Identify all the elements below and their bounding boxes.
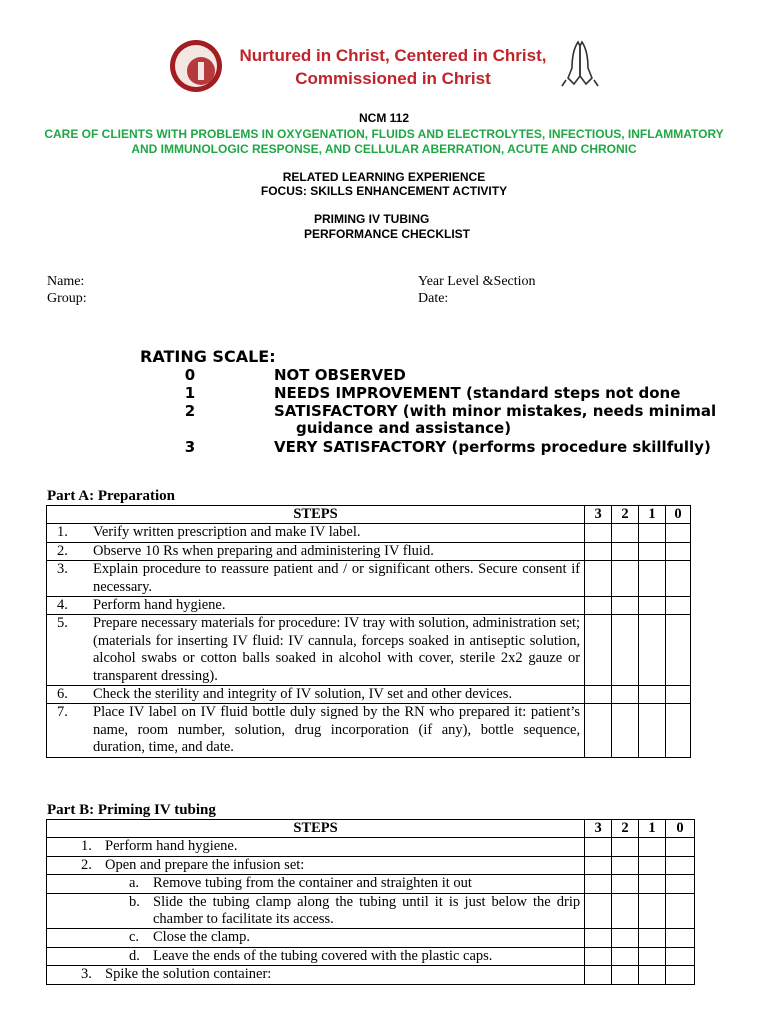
score-cell[interactable]: [612, 704, 639, 757]
score-cell[interactable]: [665, 597, 690, 615]
step-text: Leave the ends of the tubing covered with the plastic caps.: [153, 947, 493, 964]
motto-line-2: Commissioned in Christ: [295, 69, 491, 88]
score-cell[interactable]: [612, 597, 639, 615]
course-title-line-2: AND IMMUNOLOGIC RESPONSE, AND CELLULAR ABERRATION, ACUTE AND CHRONIC: [131, 142, 637, 156]
group-field-label: Group:: [47, 291, 87, 306]
score-cell[interactable]: [612, 856, 639, 874]
step-text: Explain procedure to reassure patient and / or significant others. Secure consent if necessary.: [93, 561, 581, 595]
name-field-label: Name:: [47, 274, 85, 289]
table-header-row: [47, 820, 695, 838]
score-3-column-header: 3: [585, 506, 612, 524]
date-field-label: Date:: [418, 291, 449, 306]
step-text: Slide the tubing clamp along the tubing until it is just below the drip chamber to facilitate its access.: [153, 893, 581, 928]
score-2-column-header: 2: [612, 820, 639, 838]
score-cell[interactable]: [666, 966, 695, 984]
step-number: d.: [129, 947, 140, 964]
score-cell[interactable]: [585, 875, 612, 893]
rle-heading: RELATED LEARNING EXPERIENCE: [282, 170, 486, 184]
score-cell[interactable]: [665, 561, 690, 597]
rating-score: 2: [184, 402, 196, 420]
score-cell[interactable]: [666, 947, 695, 965]
table-row: [47, 704, 691, 757]
score-cell[interactable]: [666, 929, 695, 947]
score-cell[interactable]: [612, 875, 639, 893]
table-row: [47, 856, 695, 874]
table-row: [47, 561, 691, 597]
score-cell[interactable]: [639, 856, 666, 874]
step-number: 2.: [57, 542, 68, 559]
rating-desc: NOT OBSERVED: [274, 366, 406, 384]
score-cell[interactable]: [639, 542, 666, 560]
step-number: 1.: [81, 838, 92, 855]
motto-line-1: Nurtured in Christ, Centered in Christ,: [239, 46, 547, 65]
step-text: Prepare necessary materials for procedure: IV tray with solution, administration set; (materials for inserting IV fluid: IV cannula, forceps soaked in antiseptic solution, alcohol swabs or cotton balls soaked in alcohol with cover, sterile 2x2 gauze or transparent dressing).: [93, 615, 581, 684]
step-number: 5.: [57, 615, 68, 632]
score-cell[interactable]: [639, 893, 666, 929]
score-cell[interactable]: [612, 893, 639, 929]
step-number: 3.: [81, 966, 92, 983]
score-cell[interactable]: [666, 893, 695, 929]
score-cell[interactable]: [666, 856, 695, 874]
table-row: [47, 615, 691, 686]
score-cell[interactable]: [585, 615, 612, 686]
score-cell[interactable]: [612, 966, 639, 984]
score-cell[interactable]: [585, 856, 612, 874]
table-row: [47, 929, 695, 947]
table-header-row: [47, 506, 691, 524]
score-3-column-header: 3: [585, 820, 612, 838]
score-cell[interactable]: [585, 542, 612, 560]
step-text: Observe 10 Rs when preparing and administering IV fluid.: [93, 542, 434, 559]
score-cell[interactable]: [665, 524, 690, 542]
score-0-column-header: 0: [665, 506, 690, 524]
score-cell[interactable]: [585, 966, 612, 984]
score-cell[interactable]: [639, 838, 666, 856]
score-1-column-header: 1: [639, 820, 666, 838]
checklist-heading: PERFORMANCE CHECKLIST: [304, 227, 471, 241]
step-number: b.: [129, 893, 140, 910]
score-cell[interactable]: [585, 929, 612, 947]
score-cell[interactable]: [665, 686, 690, 704]
school-motto: [228, 44, 558, 90]
step-number: 6.: [57, 686, 68, 703]
steps-column-header: STEPS: [47, 820, 585, 838]
step-number: 3.: [57, 561, 68, 578]
score-cell[interactable]: [639, 524, 666, 542]
step-text: Check the sterility and integrity of IV solution, IV set and other devices.: [93, 686, 513, 703]
table-row: [47, 947, 695, 965]
score-cell[interactable]: [612, 524, 639, 542]
score-cell[interactable]: [585, 893, 612, 929]
course-title-line-1: CARE OF CLIENTS WITH PROBLEMS IN OXYGENATION, FLUIDS AND ELECTROLYTES, INFECTIOUS, INFLAMMATORY: [44, 127, 724, 141]
table-row: [47, 893, 695, 929]
step-number: 1.: [57, 524, 68, 541]
rating-desc: SATISFACTORY (with minor mistakes, needs minimal: [274, 402, 717, 420]
score-cell[interactable]: [612, 686, 639, 704]
score-cell[interactable]: [612, 561, 639, 597]
score-cell[interactable]: [666, 875, 695, 893]
score-cell[interactable]: [612, 838, 639, 856]
step-text: Spike the solution container:: [105, 966, 272, 983]
score-cell[interactable]: [585, 704, 612, 757]
score-cell[interactable]: [665, 704, 690, 757]
step-number: 7.: [57, 704, 68, 721]
step-number: 2.: [81, 856, 92, 873]
table-row: [47, 838, 695, 856]
score-cell[interactable]: [585, 838, 612, 856]
score-cell[interactable]: [639, 686, 666, 704]
score-cell[interactable]: [585, 524, 612, 542]
rating-desc: VERY SATISFACTORY (performs procedure skillfully): [274, 438, 711, 456]
year-level-field-label: Year Level &Section: [418, 274, 536, 289]
table-row: [47, 966, 695, 984]
step-text: Close the clamp.: [153, 929, 251, 946]
step-text: Perform hand hygiene.: [93, 597, 226, 614]
score-cell[interactable]: [585, 597, 612, 615]
score-0-column-header: 0: [666, 820, 695, 838]
step-text: Verify written prescription and make IV label.: [93, 524, 361, 541]
part-a-title: Part A: Preparation: [47, 488, 176, 504]
table-row: [47, 686, 691, 704]
rating-desc: NEEDS IMPROVEMENT (standard steps not done: [274, 384, 681, 402]
score-cell[interactable]: [612, 542, 639, 560]
steps-column-header: STEPS: [47, 506, 585, 524]
praying-hands-icon: [560, 38, 600, 88]
step-number: a.: [129, 875, 140, 892]
step-text: Place IV label on IV fluid bottle duly signed by the RN who prepared it: patient’s name, room number, solution, drug incorporation (if any), bottle sequence, duration, time, and date.: [93, 704, 581, 756]
step-number: 4.: [57, 597, 68, 614]
step-text: Remove tubing from the container and straighten it out: [153, 875, 472, 892]
score-cell[interactable]: [639, 966, 666, 984]
step-text: Open and prepare the infusion set:: [105, 856, 305, 873]
rating-score: 1: [184, 384, 196, 402]
score-cell[interactable]: [612, 947, 639, 965]
activity-heading: PRIMING IV TUBING: [314, 212, 430, 226]
score-cell[interactable]: [612, 929, 639, 947]
course-code: NCM 112: [358, 111, 410, 125]
score-cell[interactable]: [666, 838, 695, 856]
score-cell[interactable]: [585, 561, 612, 597]
score-cell[interactable]: [612, 615, 639, 686]
table-row: [47, 597, 691, 615]
table-row: [47, 875, 695, 893]
score-cell[interactable]: [639, 561, 666, 597]
rating-score: 3: [184, 438, 196, 456]
part-b-title: Part B: Priming IV tubing: [47, 802, 216, 818]
table-row: [47, 542, 691, 560]
school-seal-logo: [170, 40, 222, 92]
score-cell[interactable]: [639, 929, 666, 947]
score-2-column-header: 2: [612, 506, 639, 524]
focus-heading: FOCUS: SKILLS ENHANCEMENT ACTIVITY: [260, 184, 508, 198]
score-cell[interactable]: [585, 686, 612, 704]
part-b-checklist-table: [46, 819, 695, 985]
step-number: c.: [129, 929, 140, 946]
table-row: [47, 524, 691, 542]
score-cell[interactable]: [639, 875, 666, 893]
rating-scale-title: RATING SCALE:: [140, 347, 276, 366]
step-text: Perform hand hygiene.: [105, 838, 238, 855]
score-cell[interactable]: [639, 704, 666, 757]
score-cell[interactable]: [665, 542, 690, 560]
score-cell[interactable]: [639, 947, 666, 965]
score-cell[interactable]: [639, 615, 666, 686]
rating-desc-cont: guidance and assistance): [296, 419, 512, 437]
score-cell[interactable]: [639, 597, 666, 615]
rating-score: 0: [184, 366, 196, 384]
score-cell[interactable]: [665, 615, 690, 686]
score-1-column-header: 1: [639, 506, 666, 524]
part-a-checklist-table: [46, 505, 691, 758]
score-cell[interactable]: [585, 947, 612, 965]
